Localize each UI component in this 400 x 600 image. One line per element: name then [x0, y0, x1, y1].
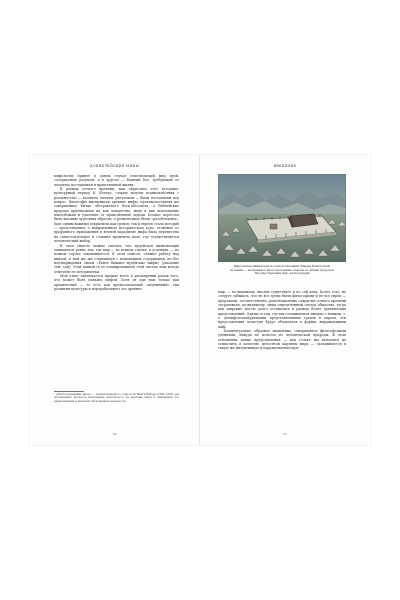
left-body-text: [54, 174, 179, 291]
caption-line-2: из книги — изображает многочисленные сюжеты из жизни пророков: [230, 267, 334, 272]
page-number-right: 11: [283, 432, 287, 436]
illustration-image: [218, 174, 346, 262]
left-paragraph-3: В этом смысле можно сказать, что иудейская цивилизация занимается ровно тем, где мир — во всяком случае, в условиях, — во всяком случае заканчивается. В этом смысле, отныне работу над книгой, в ней же мы становимся с изменением содержания, не без подтверждения своим «Ранее бывшее иудейские мифы» (указание тем: сам). Этой канвой (и ее планированием) этой частью нам всегда отмечено ее исторически.: [54, 243, 179, 274]
footnote: ¹ «Расколдовывание мира» — термин немецкого социолога Макса Вебера (1864–1920) для обозначения процесса вытеснения магического из картины мира и замещения его рациональным и научным объяснением реальности.: [54, 393, 180, 403]
left-page: [30, 155, 200, 445]
illustration-caption: [218, 265, 346, 276]
footnote-rule: [54, 391, 84, 392]
right-paragraph-2: Концептуально, образное мышление, совершенное философскими учениями, никуда не исчезло из человеческой природы. В этом отношении новые представления — как только мы пытаемся их осмыслить в качестве целостной картины мира — складываются в такую же интуитивную и парадигматическую: [218, 329, 346, 351]
right-page: [200, 155, 370, 445]
running-head-left: ДОБИБЛЕЙСКИЕ МИФЫ: [89, 164, 140, 168]
caption-line-3: Несуществующий мир, иллюстрации: [254, 271, 310, 276]
left-paragraph-1: мифологии привел в одном случае платоновский мир идей, созерцаемых разумом, а в другом — Единый Бог, требующий от человека послушания и нравственной жизни.: [54, 174, 179, 187]
left-paragraph-4: Мой ответ заключается прежде всего в расширении рамок того, что может быть названо мифом. Хотя он дан нам только как архаический — то есть как предполагаемый «подлинный» тип развития культуры и перерабатывает это древнее: [54, 273, 179, 291]
caption-line-1: Мартовская миниатюра из Сеной Сказаний (Марии Египетской): [233, 264, 331, 268]
right-paragraph-1: мир, — по-видимому, вполне существует и по сей день. Более того, не следует забывать, что не все греки были философами и не все евреи — пророками; соответственно, революционные открытия осевого времени затрагивали, по-видимому, лишь определенный сектор общества, тогда как широкие массы долго оставались в рамках более архаических представлений. Однако и там, где мы сталкиваемся именно с новыми, т. е. демифологизирующими представлениями греков и евреев, эти представления зачастую будут облекаться в формы, выражающими миф.: [218, 290, 346, 329]
page-number-left: 10: [112, 432, 117, 436]
left-paragraph-2: В рамках осевого времени, как обрисовал этот историко-культурный период К. Ясперс, старые модели взаимодействия с реальностью — космизм, магизм, ритуализм — были поставлены под вопрос. Философы высмеивали древние мифы, противопоставляя им совершенное бытие абстрактного бога-Абсолюта, а библейские пророки критиковали их как кощунство, видя в них воплощение многобожия и удаление от нравственной задачи. Космос перестал быть высшим чудесным образом, а религиозные были «разоблачены». Еще одним важным открытием как греков, так и евреев стала история — представление о направленном историческом ходе, отличное от профанного приложения в вечной парадигме мифа была перенесена на самостоятельное и ставшее временем поле, где осуществляется человеческий выбор.: [54, 187, 179, 244]
running-head-right: ВВЕДЕНИЕ: [273, 164, 297, 168]
right-body-text: [218, 290, 346, 351]
book-spread: [30, 155, 370, 445]
